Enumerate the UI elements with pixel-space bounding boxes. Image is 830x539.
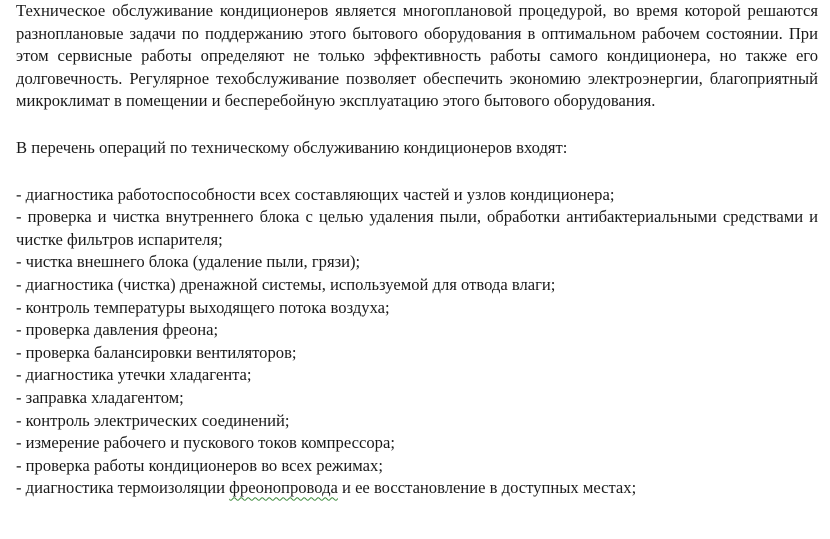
list-item: - диагностика утечки хладагента; [16,365,252,385]
list-item: - проверка работы кондиционеров во всех режимах; [16,455,383,475]
paragraph-spacer [16,160,818,184]
list-item [16,477,818,500]
list-item: - измерение рабочего и пускового токов компрессора; [16,433,395,453]
list-item: - проверка и чистка внутреннего блока с целью удаления пыли, обработки антибактериальными средствами и чистке фильтров испарителя; [16,207,818,249]
list-item-text: - диагностика термоизоляции [16,478,230,498]
list-item: - контроль температуры выходящего потока воздуха; [16,297,390,317]
list-item: - диагностика работоспособности всех составляющих частей и узлов кондиционера; [16,184,615,204]
paragraph-spacer [16,113,818,137]
list-item: - диагностика (чистка) дренажной системы, используемой для отвода влаги; [16,274,556,294]
list-item: - чистка внешнего блока (удаление пыли, грязи); [16,252,361,272]
document-page [16,0,818,500]
list-heading: В перечень операций по техническому обслуживанию кондиционеров входят: [16,137,568,157]
list-item-text: и ее восстановление в доступных местах; [337,478,637,498]
list-item: - заправка хладагентом; [16,387,184,407]
list-item: - контроль электрических соединений; [16,410,290,430]
operations-list [16,184,818,500]
list-item: - проверка давления фреона; [16,320,219,340]
spellcheck-marked-word[interactable]: фреонопровода [229,478,338,498]
list-item: - проверка балансировки вентиляторов; [16,342,297,362]
intro-paragraph: Техническое обслуживание кондиционеров является многоплановой процедурой, во время которой решаются разноплановые задачи по поддержанию этого бытового оборудования в оптимальном рабочем состоянии. При этом сервисные работы определяют не только эффективность работы самого кондиционера, но также его долговечность. Регулярное техобслуживание позволяет обеспечить экономию электроэнергии, благоприятный микроклимат в помещении и бесперебойную эксплуатацию этого бытового оборудования. [16,1,818,111]
